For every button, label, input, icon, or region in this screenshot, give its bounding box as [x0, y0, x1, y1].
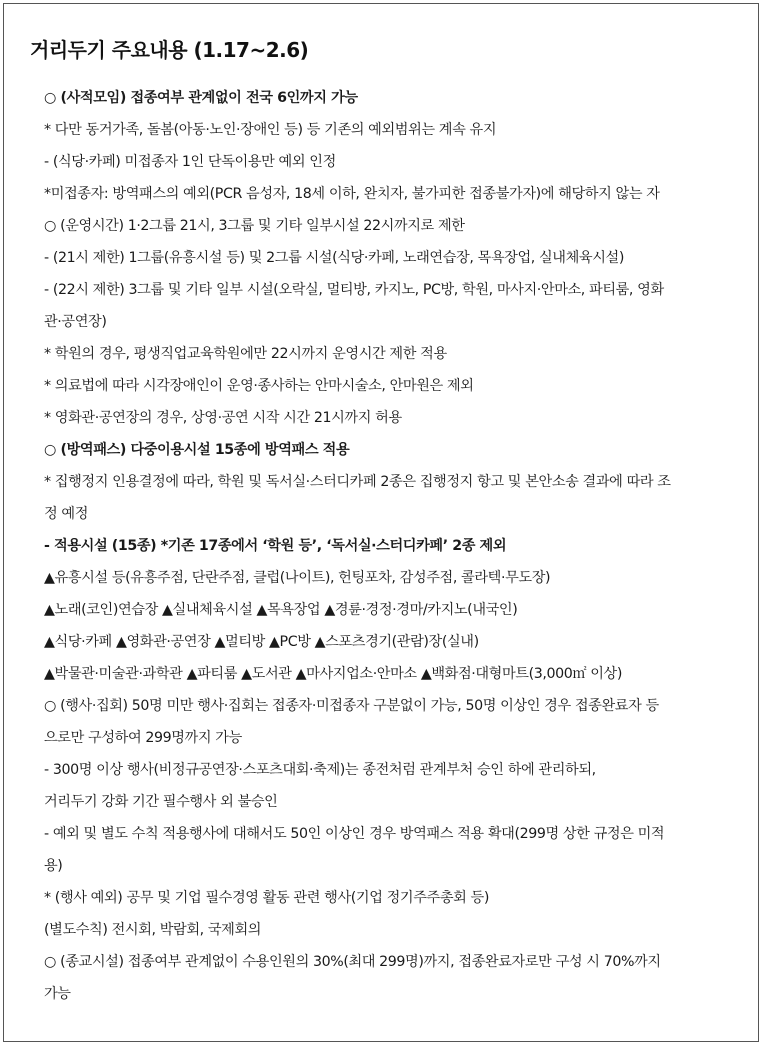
line-operating-hours: ○ (운영시간) 1·2그룹 21시, 3그룹 및 기타 일부시설 22시까지로 제한	[44, 218, 465, 234]
line-religious: ○ (종교시설) 접종여부 관계없이 수용인원의 30%(최대 299명)까지, 접종완료자로만 구성 시 70%까지	[44, 954, 661, 970]
line-22h-limit: - (22시 제한) 3그룹 및 기타 일부 시설(오락실, 멀티방, 카지노, PC방, 학원, 마사지·안마소, 파티룸, 영화	[44, 282, 664, 298]
line-massage-note: * 의료법에 따라 시각장애인이 운영·종사하는 안마시술소, 안마원은 제외	[44, 378, 474, 394]
line-injunction-cont: 정 예정	[44, 506, 89, 522]
line-separate-rules: (별도수칙) 전시회, 박람회, 국제회의	[44, 922, 262, 938]
line-event-exception: * (행사 예외) 공무 및 기업 필수경영 활동 관련 행사(기업 정기주주총회 등)	[44, 890, 489, 906]
line-facility-group-2: ▲노래(코인)연습장 ▲실내체육시설 ▲목욕장업 ▲경륜·경정·경마/카지노(내국인)	[44, 602, 518, 618]
line-exception-events-cont: 용)	[44, 858, 63, 874]
line-religious-cont: 가능	[44, 986, 71, 1002]
line-22h-limit-cont: 관·공연장)	[44, 314, 107, 330]
line-events: ○ (행사·집회) 50명 미만 행사·집회는 접종자·미접종자 구분없이 가능, 50명 이상인 경우 접종완료자 등	[44, 698, 659, 714]
line-exception-note: * 다만 동거가족, 돌봄(아동·노인·장애인 등) 등 기존의 예외범위는 계속 유지	[44, 122, 497, 138]
line-restaurant-cafe: - (식당·카페) 미접종자 1인 단독이용만 예외 인정	[44, 154, 336, 170]
line-cinema-note: * 영화관·공연장의 경우, 상영·공연 시작 시간 21시까지 허용	[44, 410, 402, 426]
line-facility-group-4: ▲박물관·미술관·과학관 ▲파티룸 ▲도서관 ▲마사지업소·안마소 ▲백화점·대형마트(3,000㎡ 이상)	[44, 666, 622, 682]
line-facility-group-1: ▲유흥시설 등(유흥주점, 단란주점, 클럽(나이트), 헌팅포차, 감성주점, 콜라텍·무도장)	[44, 570, 551, 586]
line-300-events: - 300명 이상 행사(비정규공연장·스포츠대회·축제)는 종전처럼 관계부처 승인 하에 관리하되,	[44, 762, 596, 778]
line-facility-group-3: ▲식당·카페 ▲영화관·공연장 ▲멀티방 ▲PC방 ▲스포츠경기(관람)장(실내)	[44, 634, 479, 650]
line-social-gathering: ○ (사적모임) 접종여부 관계없이 전국 6인까지 가능	[44, 90, 358, 106]
line-academy-note: * 학원의 경우, 평생직업교육학원에만 22시까지 운영시간 제한 적용	[44, 346, 447, 362]
line-300-events-cont: 거리두기 강화 기간 필수행사 외 불승인	[44, 794, 278, 810]
line-21h-limit: - (21시 제한) 1그룹(유흥시설 등) 및 2그룹 시설(식당·카페, 노래연습장, 목욕장업, 실내체육시설)	[44, 250, 624, 266]
line-exception-events: - 예외 및 별도 수칙 적용행사에 대해서도 50인 이상인 경우 방역패스 적용 확대(299명 상한 규정은 미적	[44, 826, 665, 842]
line-events-cont: 으로만 구성하여 299명까지 가능	[44, 730, 242, 746]
line-unvaccinated-def: *미접종자: 방역패스의 예외(PCR 음성자, 18세 이하, 완치자, 불가피한 접종불가자)에 해당하지 않는 자	[44, 186, 660, 202]
line-applied-facilities: - 적용시설 (15종) *기존 17종에서 ‘학원 등’, ‘독서실·스터디카페’ 2종 제외	[44, 538, 507, 554]
line-vaccine-pass: ○ (방역패스) 다중이용시설 15종에 방역패스 적용	[44, 442, 350, 458]
line-injunction-note: * 집행정지 인용결정에 따라, 학원 및 독서실·스터디카페 2종은 집행정지 항고 및 본안소송 결과에 따라 조	[44, 474, 671, 490]
page-title: 거리두기 주요내용 (1.17~2.6)	[30, 38, 309, 62]
